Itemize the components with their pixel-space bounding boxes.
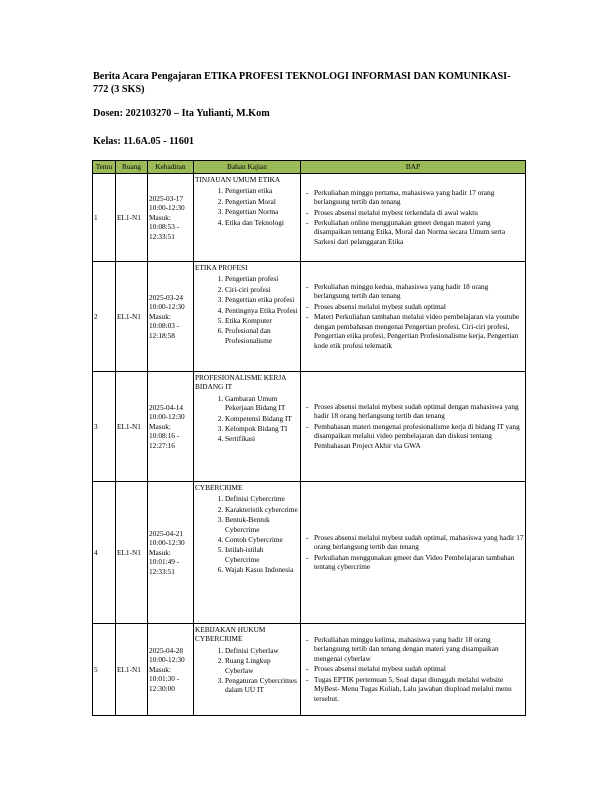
kajian-topic-item: 5. Etika Komputer (225, 316, 299, 325)
bap-list (302, 635, 524, 703)
bap-item: - Perkuliahan minggu kelima, mahasiswa yang hadir 18 orang berlangsung tertib dan tenang dengan materi yang disampaikan mengenai cyberlaw (314, 635, 524, 663)
kajian-topic-list (195, 494, 299, 574)
bap-cell (301, 372, 526, 482)
kajian-topic-list (195, 274, 299, 345)
table-row (93, 482, 526, 624)
kajian-topic-item: 6. Wajah Kasus Indonesia (225, 565, 299, 574)
bap-cell (301, 624, 526, 716)
col-header-temu: Temu (93, 161, 116, 174)
bap-item: - Materi Perkuliahan tambahan melalui video pembelajaran via youtube dengan pembahasan mengenai Pengertian profesi, Ciri-ciri profesi, Pengertian etika profesi, Pengertian Profesionalisme kerja, Pengertian kode etik profesi telematik (314, 312, 524, 350)
kajian-topic-item: 5. Istilah-istilah Cybercrime (225, 545, 299, 564)
kajian-topic-item: 2. Kompetensi Bidang IT (225, 414, 299, 423)
kajian-topic-item: 2. Pengertian Moral (225, 197, 299, 206)
temu-cell: 1 (93, 174, 116, 262)
kajian-topic-title: KEBIJAKAN HUKUM CYBERCRIME (195, 625, 266, 644)
bap-item: - Perkuliahan online menggunakan gmeet dengan materi yang disampaikan tentang Etika, Moral dan Norma secara Umum serta Sarkesi dari pelanggaran Etika (314, 218, 524, 246)
temu-cell: 5 (93, 624, 116, 716)
kajian-topic-list (195, 646, 299, 695)
bap-list (302, 402, 524, 450)
ruang-cell: EL1-N1 (116, 262, 148, 372)
bap-cell (301, 482, 526, 624)
table-row (93, 174, 526, 262)
bap-item: - Proses absensi melalui mybest sudah optimal, mahasiswa yang hadir 17 orang berlangsung tertib dan tenang (314, 533, 524, 552)
class-line: Kelas: 11.6A.05 - 11601 (93, 136, 195, 147)
teaching-report-table (92, 160, 526, 716)
kajian-topic-item: 1. Gambaran Umum Pekerjaan Bidang IT (225, 394, 299, 413)
bahan-kajian-cell (194, 174, 301, 262)
kehadiran-cell: 2025-03-17 10:00-12:30 Masuk: 10:08:53 - 12:33:51 (148, 174, 194, 262)
kajian-topic-item: 4. Pentingnya Etika Profesi (225, 306, 299, 315)
bap-list (302, 533, 524, 572)
col-header-bap: BAP (301, 161, 526, 174)
bahan-kajian-cell (194, 482, 301, 624)
kehadiran-cell: 2025-04-28 10:00-12:30 Masuk: 10:01:30 - 12:30:00 (148, 624, 194, 716)
ruang-cell: EL1-N1 (116, 482, 148, 624)
temu-cell: 3 (93, 372, 116, 482)
kajian-topic-item: 4. Contoh Cybercrime (225, 535, 299, 544)
bap-item: - Proses absensi melalui mybest sudah optimal dengan mahasiswa yang hadir 18 orang berlangsung tertib dan tenang (314, 402, 524, 421)
bahan-kajian-cell (194, 624, 301, 716)
kehadiran-cell: 2025-04-14 10:00-12:30 Masuk: 10:08:16 - 12:27:16 (148, 372, 194, 482)
temu-cell: 2 (93, 262, 116, 372)
kajian-topic-item: 3. Pengertian Norma (225, 207, 299, 216)
kajian-topic-item: 3. Pengaturan Cybercrimes dalam UU IT (225, 676, 299, 695)
kajian-topic-item: 3. Kelompok Bidang TI (225, 424, 299, 433)
col-header-kehadiran: Kehadiran (148, 161, 194, 174)
temu-cell: 4 (93, 482, 116, 624)
bap-cell (301, 262, 526, 372)
ruang-cell: EL1-N1 (116, 174, 148, 262)
bap-item: - Perkuliahan minggu pertama, mahasiswa yang hadir 17 orang berlangsung tertib dan tenang (314, 188, 524, 207)
kajian-topic-item: 1. Pengertian profesi (225, 274, 299, 283)
bap-item: - Perkuliahan menggunakan gmeet dan Video Pembelajaran tambahan tentang cybercrime (314, 553, 524, 572)
bap-item: - Proses absensi melalui mybest sudah optimal (314, 664, 524, 673)
table-header-row (93, 161, 526, 174)
bap-item: - Proses absensi melalui mybest sudah optimal (314, 302, 524, 311)
kajian-topic-title: PROFESIONALISME KERJA BIDANG IT (195, 373, 287, 392)
bap-item: - Pembahasan materi mengenai profesionalisme kerja di bidang IT yang disampaikan melalui video pembelajaran dan diskusi tentang Pembahasan Project Akhir via GWA (314, 422, 524, 450)
kajian-topic-item: 4. Etika dan Teknologi (225, 218, 299, 227)
lecturer-line: Dosen: 202103270 – Ita Yulianti, M.Kom (93, 108, 270, 119)
bap-cell (301, 174, 526, 262)
col-header-ruang: Ruang (116, 161, 148, 174)
kehadiran-cell: 2025-03-24 10:00-12:30 Masuk: 10:08:03 - 12:18:58 (148, 262, 194, 372)
kajian-topic-item: 2. Karakteristik cybercrime (225, 505, 299, 514)
bap-item: - Tugas EPTIK pertemuan 5, Soal dapat diunggah melalui website MyBest- Menu Tugas Kuliah, Lalu jawaban diupload melalui menu tersebut. (314, 675, 524, 703)
kajian-topic-item: 4. Sertifikasi (225, 434, 299, 443)
kajian-topic-list (195, 186, 299, 227)
kajian-topic-item: 3. Bentuk-Bentuk Cybercrime (225, 515, 299, 534)
table-row (93, 262, 526, 372)
bap-item: - Proses absensi melalui mybest terkendala di awal waktu (314, 208, 524, 217)
bahan-kajian-cell (194, 262, 301, 372)
bap-item: - Perkuliahan minggu kedua, mahasiswa yang hadir 18 orang berlangsung tertib dan tenang (314, 282, 524, 301)
kajian-topic-title: TINJAUAN UMUM ETIKA (195, 175, 281, 184)
bap-list (302, 282, 524, 350)
table-row (93, 624, 526, 716)
kajian-topic-item: 6. Profesional dan Profesionalisme (225, 326, 299, 345)
kajian-topic-item: 2. Ruang Lingkup Cyberlaw (225, 656, 299, 675)
kajian-topic-title: ETIKA PROFESI (195, 263, 248, 272)
kajian-topic-item: 1. Definisi Cybercrime (225, 494, 299, 503)
ruang-cell: EL1-N1 (116, 624, 148, 716)
kajian-topic-title: CYBERCRIME (195, 483, 243, 492)
ruang-cell: EL1-N1 (116, 372, 148, 482)
kajian-topic-list (195, 394, 299, 444)
bahan-kajian-cell (194, 372, 301, 482)
kajian-topic-item: 1. Definisi Cyberlaw (225, 646, 299, 655)
document-title: Berita Acara Pengajaran ETIKA PROFESI TEKNOLOGI INFORMASI DAN KOMUNIKASI-772 (3 SKS) (93, 71, 511, 95)
kajian-topic-item: 1. Pengertian etika (225, 186, 299, 195)
bap-list (302, 188, 524, 246)
kajian-topic-item: 3. Pengertian etika profesi (225, 295, 299, 304)
kehadiran-cell: 2025-04-21 10:00-12:30 Masuk: 10:01:49 - 12:33:51 (148, 482, 194, 624)
table-row (93, 372, 526, 482)
kajian-topic-item: 2. Ciri-ciri profesi (225, 285, 299, 294)
col-header-bahan-kajian: Bahan Kajian (194, 161, 301, 174)
